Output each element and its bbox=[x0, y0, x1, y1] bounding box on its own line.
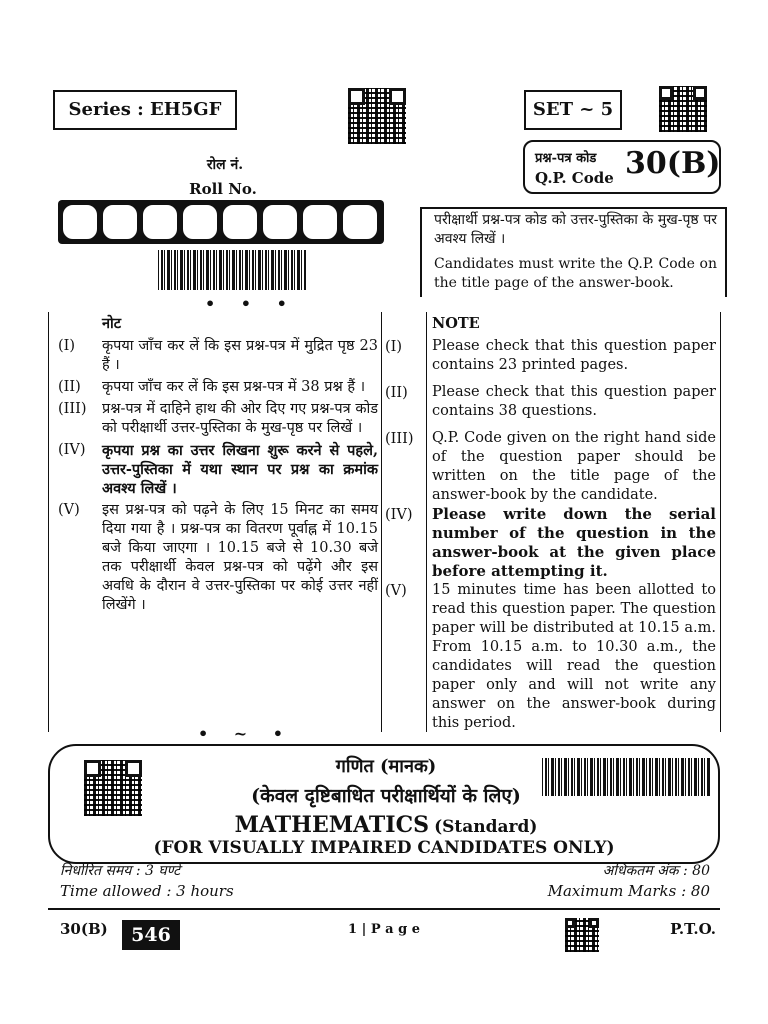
qp-code-label: Q.P. Code bbox=[535, 169, 614, 187]
notes-english-column bbox=[432, 314, 716, 733]
subject-subtitle: (FOR VISUALLY IMPAIRED CANDIDATES ONLY) bbox=[153, 838, 615, 858]
notes-section bbox=[48, 312, 720, 732]
footer-code: 30(B) bbox=[60, 920, 108, 938]
note-number: (V) bbox=[385, 583, 407, 599]
note-text-hindi: प्रश्न-पत्र में दाहिने हाथ की ओर दिए गए प्रश्न-पत्र कोड को परीक्षार्थी उत्तर-पुस्तिका के मुख-पृष्ठ पर लिखें । bbox=[102, 401, 378, 436]
note-item bbox=[58, 501, 378, 615]
pto-label: P.T.O. bbox=[670, 920, 716, 938]
max-marks: Maximum Marks : 80 bbox=[547, 882, 710, 900]
roll-digit-box[interactable] bbox=[221, 203, 259, 241]
note-number: (III) bbox=[58, 401, 87, 417]
roll-label: Roll No. bbox=[189, 180, 257, 198]
roll-digit-box[interactable] bbox=[261, 203, 299, 241]
note-text: 15 minutes time has been allotted to read this question paper. The question paper will be distributed at 10.15 a.m. From 10.15 a.m. to 10.30 a.m., the candidates will read the question paper only and will not write any answer on the answer-book during this period. bbox=[432, 582, 716, 731]
roll-label-hindi: रोल नं. bbox=[206, 157, 244, 173]
note-item bbox=[58, 400, 378, 438]
notice-english: Candidates must write the Q.P. Code on the title page of the answer-book. bbox=[434, 256, 717, 291]
roll-number-boxes[interactable] bbox=[58, 200, 384, 244]
time-allowed: Time allowed : 3 hours bbox=[60, 882, 234, 900]
notes-number-column bbox=[385, 338, 425, 601]
notice-box bbox=[420, 207, 727, 297]
dots-divider: • • • bbox=[205, 294, 297, 313]
notice-hindi: परीक्षार्थी प्रश्न-पत्र कोड को उत्तर-पुस्तिका के मुख-पृष्ठ पर अवश्य लिखें । bbox=[434, 212, 717, 247]
barcode-icon bbox=[158, 250, 306, 290]
qr-code-icon bbox=[348, 88, 406, 144]
subject-title-hindi: गणित (मानक) bbox=[335, 756, 437, 777]
subject-title-paren: (Standard) bbox=[434, 817, 538, 837]
note-text: Please check that this question paper contains 23 printed pages. bbox=[432, 338, 716, 373]
qp-code-value: 30(B) bbox=[625, 146, 721, 181]
footer-number-badge: 546 bbox=[122, 920, 180, 950]
note-number: (I) bbox=[58, 338, 76, 354]
roll-digit-box[interactable] bbox=[341, 203, 379, 241]
subject-title bbox=[50, 812, 722, 838]
qp-code-label-hindi: प्रश्न-पत्र कोड bbox=[535, 151, 597, 166]
roll-digit-box[interactable] bbox=[301, 203, 339, 241]
note-number: (II) bbox=[385, 385, 408, 401]
time-allowed-hindi: निर्धारित समय : 3 घण्टे bbox=[60, 863, 181, 879]
roll-digit-box[interactable] bbox=[61, 203, 99, 241]
note-text-hindi: कृपया जाँच कर लें कि इस प्रश्न-पत्र में 38 प्रश्न हैं । bbox=[102, 379, 366, 395]
roll-digit-box[interactable] bbox=[181, 203, 219, 241]
note-item bbox=[58, 337, 378, 375]
series-label: Series : EH5GF bbox=[53, 90, 237, 130]
subject-subtitle-hindi: (केवल दृष्टिबाधित परीक्षार्थियों के लिए) bbox=[251, 785, 521, 807]
subject-title-main: MATHEMATICS bbox=[234, 812, 429, 838]
page-number: 1 | P a g e bbox=[348, 922, 420, 937]
notes-title: NOTE bbox=[432, 315, 480, 332]
set-label: SET ~ 5 bbox=[524, 90, 622, 130]
note-text: Q.P. Code given on the right hand side of the question paper should be written on the title page of the answer-book by the candidate. bbox=[432, 430, 716, 503]
note-number: (IV) bbox=[58, 442, 86, 458]
note-number: (I) bbox=[385, 339, 403, 355]
footer-rule bbox=[48, 908, 720, 910]
note-text-hindi: इस प्रश्न-पत्र को पढ़ने के लिए 15 मिनट का समय दिया गया है । प्रश्न-पत्र का वितरण पूर्वाह्न में 10.15 बजे किया जाएगा । 10.15 बजे से 10.30 बजे तक परीक्षार्थी केवल प्रश्न-पत्र को पढ़ेंगे और इस अवधि के दौरान वे उत्तर-पुस्तिका पर कोई उत्तर नहीं लिखेंगे । bbox=[102, 502, 378, 613]
qp-code-box bbox=[523, 140, 721, 194]
notes-hindi-column bbox=[58, 314, 378, 618]
data-matrix-icon bbox=[659, 86, 707, 132]
note-number: (II) bbox=[58, 379, 81, 395]
roll-digit-box[interactable] bbox=[101, 203, 139, 241]
note-item bbox=[58, 441, 378, 498]
note-text: Please check that this question paper contains 38 questions. bbox=[432, 384, 716, 419]
note-text: Please write down the serial number of the question in the answer-book at the given place before attempting it. bbox=[432, 505, 716, 580]
qr-code-icon bbox=[565, 918, 599, 952]
note-number: (V) bbox=[58, 502, 80, 518]
max-marks-hindi: अधिकतम अंक : 80 bbox=[602, 863, 710, 879]
note-number: (IV) bbox=[385, 507, 413, 523]
dots-divider: • ~ • bbox=[198, 724, 293, 743]
note-text-hindi: कृपया जाँच कर लें कि इस प्रश्न-पत्र में मुद्रित पृष्ठ 23 हैं । bbox=[102, 338, 378, 373]
roll-digit-box[interactable] bbox=[141, 203, 179, 241]
notes-title-hindi: नोट bbox=[102, 315, 122, 332]
note-item bbox=[58, 378, 378, 397]
note-text-hindi: कृपया प्रश्न का उत्तर लिखना शुरू करने से पहले, उत्तर-पुस्तिका में यथा स्थान पर प्रश्न का क्रमांक अवश्य लिखें । bbox=[102, 442, 378, 497]
note-number: (III) bbox=[385, 431, 414, 447]
